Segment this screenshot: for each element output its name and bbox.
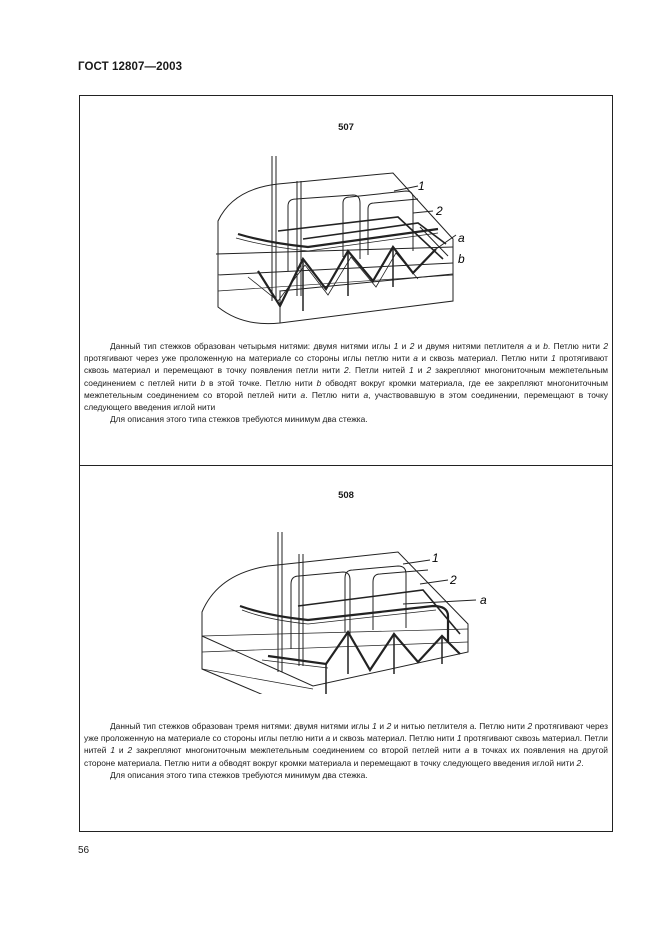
- thread-label-a: a: [480, 593, 487, 607]
- thread-ref: a: [325, 733, 331, 744]
- thread-ref: a: [363, 389, 369, 400]
- description-paragraph: [84, 720, 608, 769]
- page-number: 56: [78, 845, 90, 856]
- section-number: 507: [338, 122, 354, 133]
- description-text: и нитью петлителя а. Петлю нити: [391, 721, 528, 731]
- thread-ref: 2: [409, 341, 415, 351]
- document-header: ГОСТ 12807—2003: [78, 61, 183, 73]
- description-text: и сквозь материал. Петлю нити: [417, 353, 552, 364]
- description-text: и: [398, 341, 410, 351]
- description-text: обводят вокруг кромки материала, где ее закрепляют многониточным межпетельным соединением со второй петлей нити: [84, 377, 608, 400]
- thread-ref: b: [316, 377, 322, 388]
- description-text: протягивают через уже проложенную на материале со стороны иглы петлю нити: [84, 721, 608, 744]
- description-text: обводят вокруг кромки материала и перемещают в точку следующего введения иглой нити: [216, 757, 577, 768]
- thread-label-2: 2: [436, 204, 443, 218]
- description-paragraph: Для описания этого типа стежков требуются минимум два стежка.: [110, 769, 368, 780]
- stitch-diagram-507: [208, 151, 468, 329]
- description-paragraph: Для описания этого типа стежков требуются минимум два стежка.: [110, 414, 368, 425]
- thread-label-2: 2: [450, 573, 457, 587]
- thread-ref: 1: [110, 745, 115, 756]
- description-text: . Петлю нити: [547, 341, 604, 351]
- description-text: Данный тип стежков образован четырьмя нитями: двумя нитями иглы: [110, 341, 394, 351]
- description-paragraph: [84, 340, 608, 413]
- description-text: закрепляют многониточным межпетельным соединением со второй петлей нити: [132, 745, 465, 756]
- section-507: [80, 96, 612, 465]
- section-508: [80, 466, 612, 832]
- description-text: протягивают через уже проложенную на материале со стороны иглы петлю нити: [84, 353, 414, 364]
- content-frame: [79, 95, 613, 832]
- thread-ref: a: [212, 757, 217, 768]
- description-text: протягивают сквозь материал и перемещают в точку появления петли нити: [84, 353, 608, 376]
- description-text: и: [413, 365, 427, 376]
- description-text: Данный тип стежков образован тремя нитями: двумя нитями иглы: [110, 721, 373, 731]
- thread-ref: 2: [603, 341, 608, 351]
- thread-label-1: 1: [432, 551, 439, 565]
- thread-ref: a: [527, 341, 532, 351]
- thread-ref: 1: [456, 733, 462, 744]
- thread-label-b: b: [458, 252, 465, 266]
- thread-ref: 2: [127, 745, 133, 756]
- thread-ref: 2: [344, 365, 349, 376]
- description-text: и двумя нитями петлителя: [414, 341, 528, 351]
- description-text: в точках их появления на другой стороне материала. Петлю нити: [84, 745, 608, 768]
- thread-ref: a: [464, 745, 470, 756]
- thread-ref: b: [543, 341, 548, 351]
- description-text: протягивают сквозь материал. Петли нитей: [84, 733, 608, 756]
- thread-label-1: 1: [418, 179, 425, 193]
- section-description: [84, 720, 608, 781]
- thread-ref: 2: [576, 757, 582, 768]
- description-text: и: [376, 721, 387, 731]
- thread-ref: 1: [551, 353, 556, 364]
- section-description: [84, 340, 608, 425]
- section-number: 508: [338, 490, 354, 501]
- thread-ref: 1: [409, 365, 414, 376]
- description-text: и сквозь материал. Петлю нити: [330, 733, 457, 744]
- description-text: , участвовавшую в этом соединении, перемещают в точку следующего введения иглой нити: [84, 389, 608, 413]
- thread-ref: a: [413, 353, 418, 364]
- description-text: в этой точке. Петлю нити: [205, 377, 317, 388]
- description-text: и: [531, 341, 544, 351]
- thread-ref: 1: [393, 341, 399, 351]
- description-text: . Петлю нити: [305, 389, 364, 400]
- thread-ref: 2: [386, 721, 392, 731]
- thread-ref: 1: [372, 721, 377, 731]
- thread-ref: b: [200, 377, 206, 388]
- thread-ref: 2: [426, 365, 432, 376]
- description-text: . Петли нитей: [348, 365, 410, 376]
- description-text: .: [581, 757, 584, 768]
- thread-label-a: a: [458, 231, 465, 245]
- description-text: и: [115, 745, 128, 756]
- description-text: закрепляют многониточным межпетельным соединением с петлей нити: [84, 365, 608, 388]
- thread-ref: 2: [527, 721, 533, 731]
- stitch-diagram-508: [198, 524, 498, 694]
- thread-ref: a: [300, 389, 306, 400]
